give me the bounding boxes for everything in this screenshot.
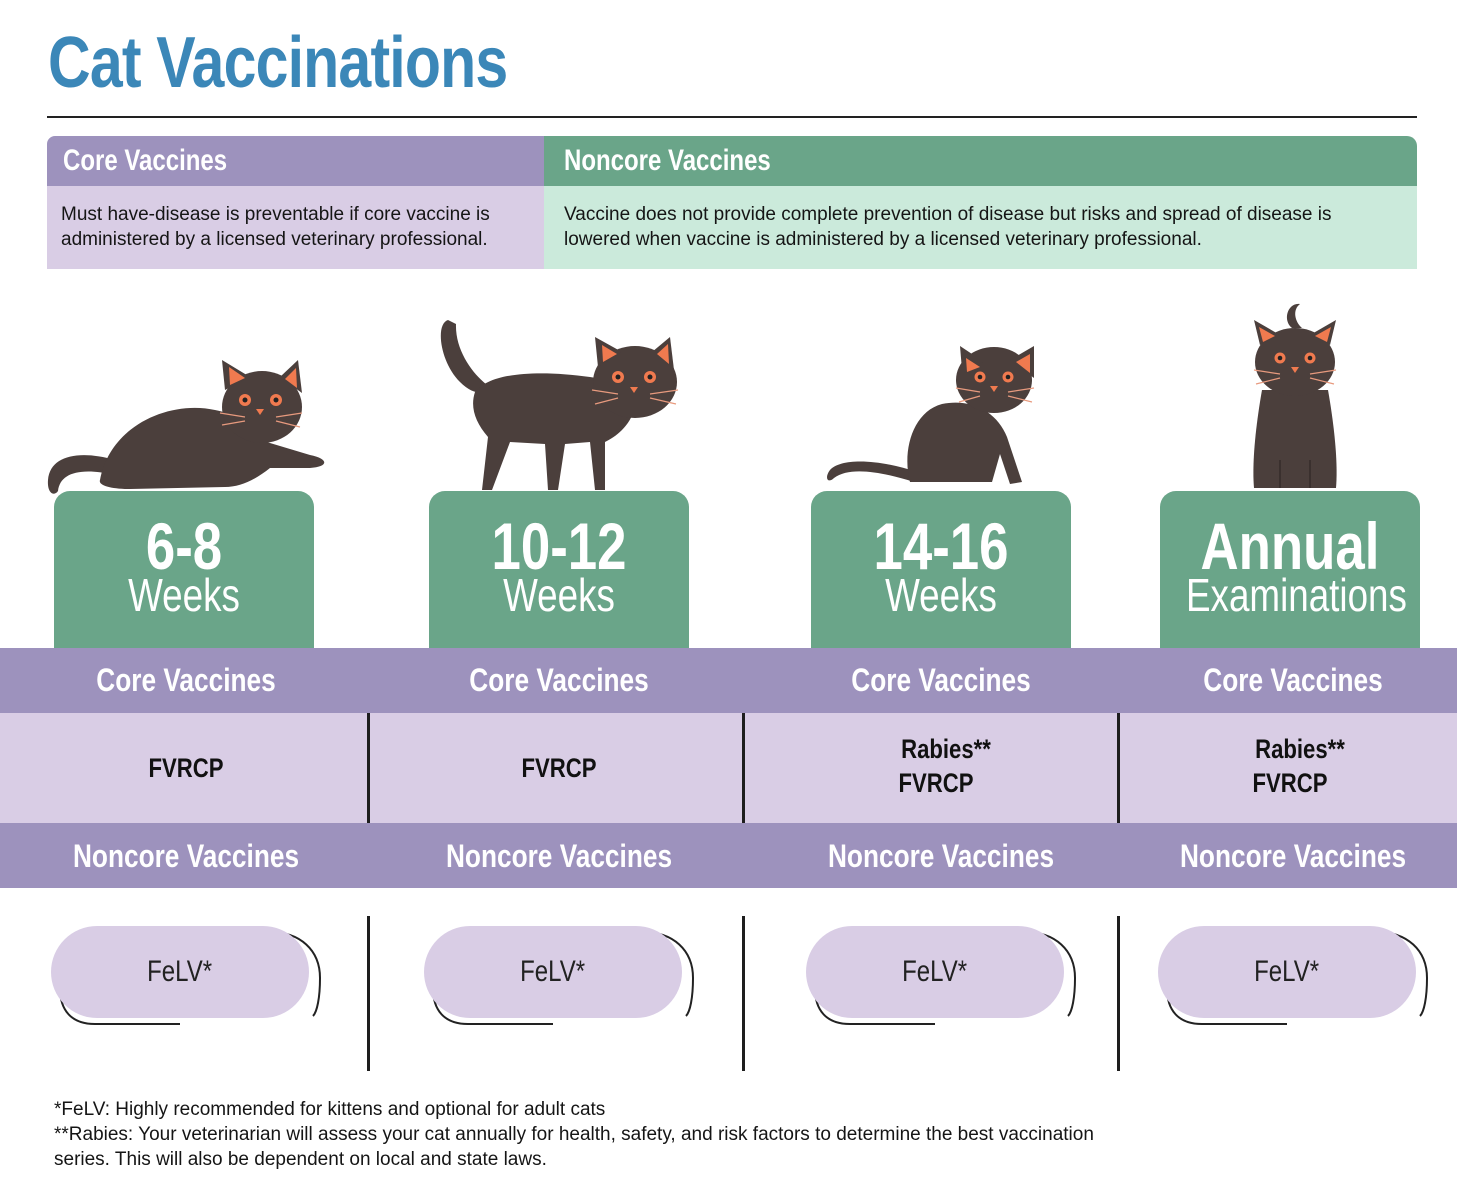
noncore-vaccine-felv: FeLV*: [147, 955, 213, 988]
stage-unit: Examinations: [1186, 569, 1407, 621]
noncore-pill-annual: [1158, 926, 1416, 1018]
core-vaccine-fvrcp: FVRCP: [1252, 768, 1328, 798]
core-legend-heading: Core Vaccines: [63, 144, 228, 177]
stage-card-6-8-weeks: [54, 491, 314, 651]
noncore-pill-14-16: [806, 926, 1064, 1018]
noncore-pill-6-8: [51, 926, 309, 1018]
column-divider: [367, 713, 370, 823]
stage-unit: Weeks: [885, 569, 997, 621]
noncore-vaccine-felv: FeLV*: [1254, 955, 1320, 988]
sitting-cat-icon: [1240, 300, 1350, 495]
footnotes: [54, 1097, 1114, 1172]
page-title: Cat Vaccinations: [48, 23, 508, 103]
noncore-vaccine-felv: FeLV*: [902, 955, 968, 988]
core-vaccine-rabies: Rabies**: [901, 734, 991, 764]
noncore-label-10-12: Noncore Vaccines: [445, 838, 673, 874]
core-label-annual: Core Vaccines: [1203, 662, 1383, 698]
core-vaccine-rabies: Rabies**: [1255, 734, 1345, 764]
walking-cat-icon: [430, 312, 690, 497]
column-divider: [742, 713, 745, 823]
core-label-10-12: Core Vaccines: [469, 662, 649, 698]
lying-cat-icon: [40, 355, 330, 500]
noncore-label-14-16: Noncore Vaccines: [827, 838, 1055, 874]
stage-number: 6-8: [145, 509, 223, 583]
stage-card-annual-examinations: [1160, 491, 1420, 651]
title-divider: [47, 116, 1417, 118]
noncore-label-annual: Noncore Vaccines: [1179, 838, 1407, 874]
stage-unit: Weeks: [503, 569, 615, 621]
column-divider: [742, 916, 745, 1071]
noncore-pill-10-12: [424, 926, 682, 1018]
core-label-14-16: Core Vaccines: [851, 662, 1031, 698]
column-divider: [1117, 916, 1120, 1071]
stage-number: 14-16: [873, 509, 1009, 583]
stage-number: Annual: [1200, 509, 1380, 583]
noncore-label-6-8: Noncore Vaccines: [72, 838, 300, 874]
stage-number: 10-12: [491, 509, 627, 583]
stage-card-10-12-weeks: [429, 491, 689, 651]
noncore-vaccine-felv: FeLV*: [520, 955, 586, 988]
core-vaccines-legend: [47, 136, 544, 269]
core-label-6-8: Core Vaccines: [96, 662, 276, 698]
footnote-rabies: **Rabies: Your veterinarian will assess your cat annually for health, safety, and risk factors to determine the best vaccination series. This will also be dependent on local and state laws.: [54, 1124, 1094, 1170]
column-divider: [367, 916, 370, 1071]
core-legend-text: Must have-disease is preventable if core vaccine is administered by a licensed veterinary professional.: [47, 186, 544, 269]
stage-card-14-16-weeks: [811, 491, 1071, 651]
noncore-legend-heading: Noncore Vaccines: [564, 144, 771, 177]
noncore-legend-text: Vaccine does not provide complete prevention of disease but risks and spread of disease is lowered when vaccine is administered by a licensed veterinary professional.: [544, 186, 1417, 269]
crouching-cat-icon: [822, 342, 1052, 497]
stage-unit: Weeks: [128, 569, 240, 621]
core-vaccine-fvrcp: FVRCP: [148, 753, 224, 783]
core-vaccine-fvrcp: FVRCP: [898, 768, 974, 798]
footnote-felv: *FeLV: Highly recommended for kittens and optional for adult cats: [54, 1099, 606, 1120]
column-divider: [1117, 713, 1120, 823]
noncore-vaccines-legend: [544, 136, 1417, 269]
core-vaccine-fvrcp: FVRCP: [521, 753, 597, 783]
